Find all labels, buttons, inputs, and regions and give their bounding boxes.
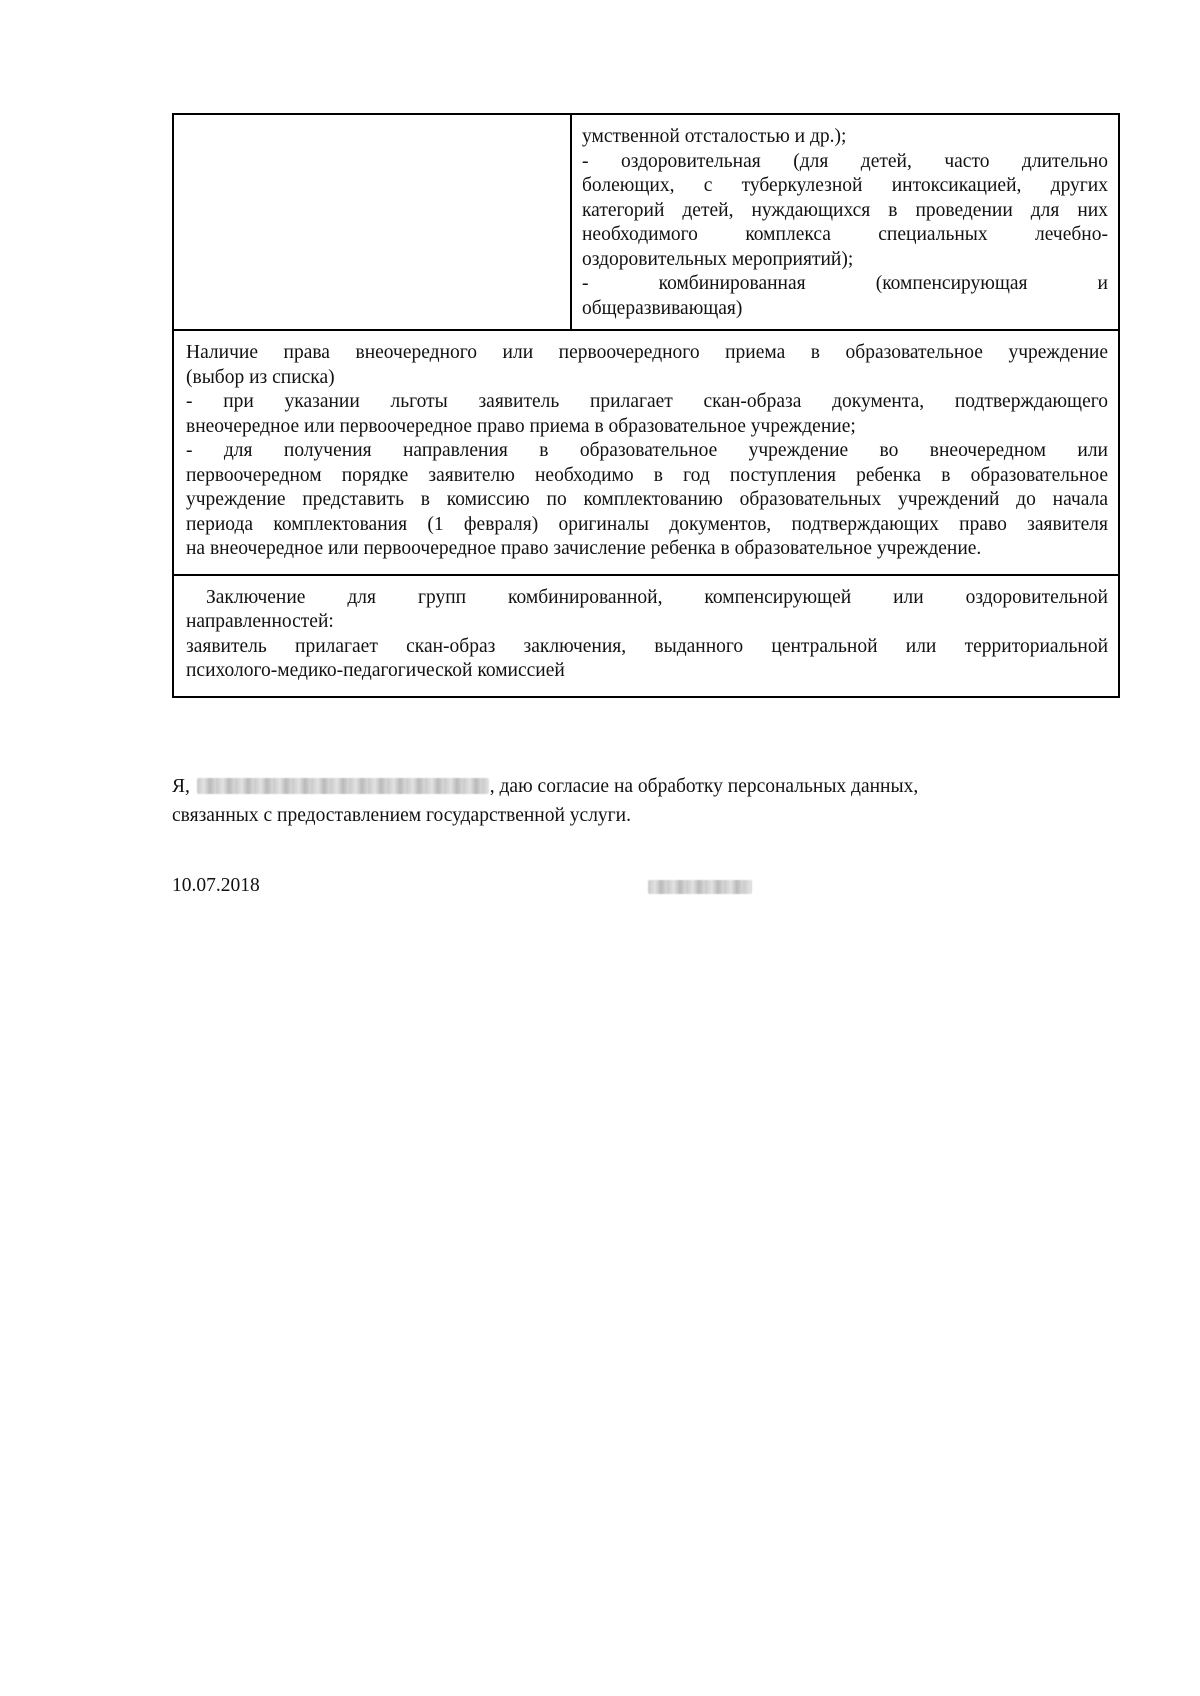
text-line: общеразвивающая) bbox=[582, 297, 743, 319]
table-row-commission-conclusion bbox=[174, 576, 1118, 696]
text-line: на внеочередное или первоочередное право зачисление ребенка в образовательное учреждение. bbox=[186, 538, 982, 559]
table-cell-commission-conclusion bbox=[174, 576, 1118, 696]
text-line: учреждение представить в комиссию по комплектованию образовательных учреждений до начала bbox=[186, 489, 1108, 510]
requirements-table bbox=[172, 113, 1120, 698]
text-line: внеочередное или первоочередное право приема в образовательное учреждение; bbox=[186, 415, 856, 437]
table-cell-priority-admission bbox=[174, 331, 1118, 574]
text-line: - для получения направления в образовательное учреждение во внеочередном или bbox=[186, 440, 1108, 461]
redacted-applicant-name bbox=[197, 778, 489, 794]
consent-line-1 bbox=[172, 772, 1072, 801]
consent-line-2: связанных с предоставлением государственной услуги. bbox=[172, 805, 631, 826]
table-cell-group-types bbox=[572, 115, 1118, 329]
table-cell-empty bbox=[174, 115, 572, 329]
text-line: болеющих, с туберкулезной интоксикацией, других bbox=[582, 175, 1108, 196]
table-row-priority-admission bbox=[174, 331, 1118, 576]
consent-statement bbox=[172, 772, 1072, 830]
consent-prefix: Я, bbox=[172, 776, 190, 797]
text-line: - оздоровительная (для детей, часто длительно bbox=[582, 150, 1108, 172]
text-line: Наличие права внеочередного или первоочередного приема в образовательное учреждение bbox=[186, 342, 1108, 363]
text-line: заявитель прилагает скан-образ заключения, выданного центральной или территориальной bbox=[186, 635, 1108, 657]
text-line: Заключение для групп комбинированной, компенсирующей или оздоровительной bbox=[206, 586, 1108, 608]
text-line: (выбор из списка) bbox=[186, 366, 335, 388]
redacted-signature bbox=[648, 880, 752, 894]
text-line: периода комплектования (1 февраля) оригиналы документов, подтверждающих право заявителя bbox=[186, 513, 1108, 535]
text-line: направленностей: bbox=[186, 611, 334, 632]
text-line: категорий детей, нуждающихся в проведении для них bbox=[582, 199, 1108, 221]
text-line: необходимого комплекса специальных лечебно- bbox=[582, 224, 1108, 245]
text-line: - комбинированная (компенсирующая и bbox=[582, 273, 1108, 294]
text-line: умственной отсталостью и др.); bbox=[582, 126, 847, 147]
text-line: - при указании льготы заявитель прилагает скан-образа документа, подтверждающего bbox=[186, 391, 1108, 412]
text-line: оздоровительных мероприятий); bbox=[582, 248, 854, 270]
signature-date: 10.07.2018 bbox=[172, 875, 260, 896]
consent-suffix: , даю согласие на обработку персональных данных, bbox=[489, 776, 919, 797]
text-line: первоочередном порядке заявителю необходимо в год поступления ребенка в образовательное bbox=[186, 464, 1108, 486]
table-row-group-types bbox=[174, 115, 1118, 331]
text-line: психолого-медико-педагогической комиссией bbox=[186, 660, 565, 681]
